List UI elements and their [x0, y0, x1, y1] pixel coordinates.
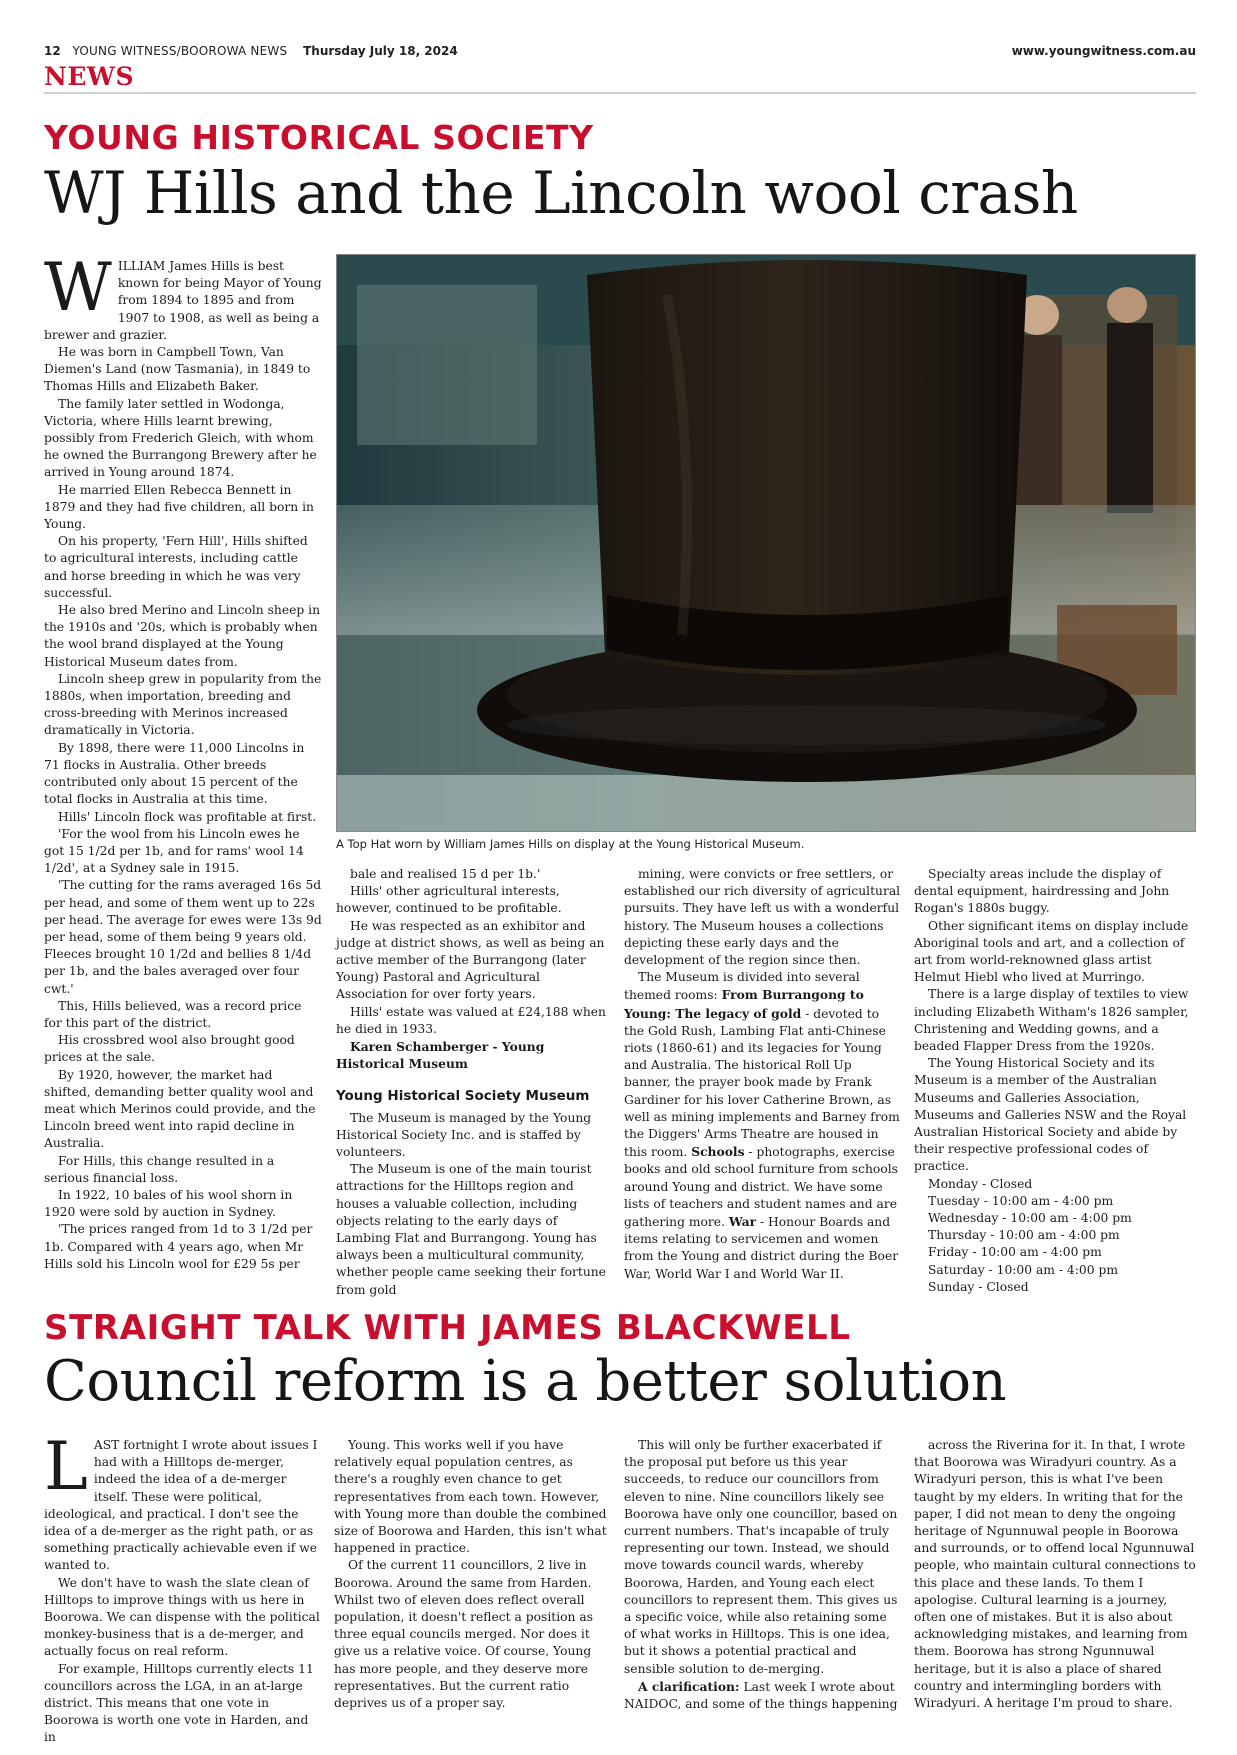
article1-column-3	[624, 866, 902, 1283]
article1-paragraph: He was respected as an exhibitor and judge at district shows, as well as being an active member of the Burrangong (later Young) Pastoral and Agricultural Association for over forty years.	[336, 918, 605, 1002]
article1-paragraph: bale and realised 15 d per 1b.'	[350, 867, 541, 881]
article2-headline: Council reform is a better solution	[44, 1349, 1007, 1414]
article1-paragraph: Hills' Lincoln flock was profitable at first.	[58, 809, 317, 824]
opening-hours-row: Tuesday - 10:00 am - 4:00 pm	[928, 1193, 1114, 1208]
opening-hours-row: Thursday - 10:00 am - 4:00 pm	[928, 1228, 1120, 1243]
room-title-war: War	[728, 1214, 757, 1230]
museum-paragraph: Other significant items on display include Aboriginal tools and art, and a collection of art from world-reknowned glass artist Helmut Hiebl who lived at Murringo.	[914, 918, 1189, 985]
article1-kicker: YOUNG HISTORICAL SOCIETY	[44, 118, 594, 157]
page-number: 12	[44, 44, 61, 58]
article2-column-3	[624, 1437, 902, 1713]
article2-paragraph: We don't have to wash the slate clean of Hilltops to improve things with us here in Boorowa. We can dispense with the political monkey-business that is a de-merger, and actually focus on real reform.	[44, 1575, 320, 1659]
article1-paragraph: By 1898, there were 11,000 Lincolns in 71 flocks in Australia. Other breeds contributed only about 15 percent of the total flocks in Australia at this time.	[44, 740, 305, 807]
article1-column-4	[914, 866, 1196, 1296]
photo-caption: A Top Hat worn by William James Hills on display at the Young Historical Museum.	[336, 837, 805, 851]
top-hat-photo	[336, 254, 1196, 832]
article2-column-1	[44, 1428, 320, 1747]
clarification-paragraph: A clarification: Last week I wrote about NAIDOC, and some of the things happening	[624, 1678, 898, 1712]
article1-paragraph: Hills' other agricultural interests, however, continued to be profitable.	[336, 884, 562, 916]
article1-paragraph: For Hills, this change resulted in a serious financial loss.	[44, 1153, 275, 1185]
article2-lead-paragraph: LAST fortnight I wrote about issues I had with a Hilltops de-merger, indeed the idea of a de-merger itself. These were political, ideological, and practical. I don't see the idea of a de-merger as the right path, or as something practically achievable even if we wanted to.	[44, 1428, 318, 1573]
issue-date: Thursday July 18, 2024	[303, 44, 458, 58]
article1-col3-paragraph: mining, were convicts or free settlers, or established our rich diversity of agricultural pursuits. They have left us with a wonderful history. The Museum houses a collections depicting these early days and the development of the region since then.	[624, 867, 901, 968]
article1-column-2	[336, 866, 612, 1299]
clarification-label: A clarification:	[638, 1678, 740, 1694]
opening-hours-row: Saturday - 10:00 am - 4:00 pm	[928, 1262, 1118, 1277]
opening-hours-row: Friday - 10:00 am - 4:00 pm	[928, 1245, 1102, 1260]
opening-hours-row: Monday - Closed	[928, 1176, 1033, 1191]
publication-name: YOUNG WITNESS/BOOROWA NEWS	[72, 44, 288, 58]
museum-paragraph: There is a large display of textiles to view including Elizabeth Witham's 1826 sampler, Christening and Wedding gowns, and a beaded Flapper Dress from the 1920s.	[914, 987, 1189, 1054]
article1-paragraph: He was born in Campbell Town, Van Diemen's Land (now Tasmania), in 1849 to Thomas Hills and Elizabeth Baker.	[44, 345, 311, 394]
article1-paragraph: 'The prices ranged from 1d to 3 1/2d per 1b. Compared with 4 years ago, when Mr Hills sold his Lincoln wool for £29 5s per	[44, 1222, 313, 1271]
museum-paragraph: The Young Historical Society and its Museum is a member of the Australian Museums and Galleries Association, Museums and Galleries NSW and the Royal Australian Historical Society and abide by their respective professional codes of practice.	[914, 1056, 1187, 1174]
article1-paragraph: This, Hills believed, was a record price for this part of the district.	[44, 998, 302, 1030]
museum-paragraph: Specialty areas include the display of dental equipment, hairdressing and John Rogan's 1880s buggy.	[914, 867, 1170, 916]
article1-paragraph: His crossbred wool also brought good prices at the sale.	[44, 1033, 295, 1065]
opening-hours-row: Wednesday - 10:00 am - 4:00 pm	[928, 1211, 1132, 1226]
article1-paragraph: 'The cutting for the rams averaged 16s 5d per head, and some of them went up to 22s per head. The average for ewes were 13s 9d per head, some of them being 9 years old. Fleeces brought 10 1/2d and bellies 8 1/4d per 1b, and the bales averaged over four cwt.'	[44, 878, 322, 996]
article2-paragraph: across the Riverina for it. In that, I wrote that Boorowa was Wiradyuri country. As a Wiradyuri person, this is what I've been taught by my elders. In writing that for the paper, I did not mean to deny the ongoing heritage of Ngunnuwal people in Boorowa and surrounds, or to offend local Ngunnuwal people, who maintain cultural connections to this place and these lands. To them I apologise. Cultural learning is a journey, often one of mistakes. But it is also about acknowledging mistakes, and learning from them. Boorowa has strong Ngunnuwal heritage, but it is also a place of shared country and intermingling borders with Wiradyuri. A heritage I'm proud to share.	[914, 1438, 1196, 1711]
article2-column-4	[914, 1437, 1196, 1712]
opening-hours	[914, 1176, 1196, 1296]
drop-cap: L	[44, 1428, 88, 1505]
article2-column-2	[334, 1437, 610, 1712]
article2-paragraph: For example, Hilltops currently elects 11 councillors across the LGA, in an at-large district. This means that one vote in Boorowa is worth one vote in Harden, and in	[44, 1661, 314, 1745]
section-label: NEWS	[44, 62, 135, 91]
masthead	[44, 44, 1196, 60]
article1-paragraph: Hills' estate was valued at £24,188 when he died in 1933.	[336, 1004, 606, 1036]
article1-lead-paragraph: WILLIAM James Hills is best known for being Mayor of Young from 1894 to 1895 and from 1907 to 1908, as well as being a brewer and grazier.	[44, 249, 322, 342]
article1-paragraph: By 1920, however, the market had shifted, demanding better quality wool and meat which Merinos could provide, and the Lincoln breed went into rapid decline in Australia.	[44, 1067, 316, 1151]
article2-paragraph: Young. This works well if you have relatively equal population centres, as there's a roughly even chance to get representatives from each town. However, with Young more than double the combined size of Boorowa and Harden, this isn't what happened in practice.	[334, 1438, 607, 1556]
room-title-schools: Schools	[691, 1144, 745, 1160]
section-divider	[44, 92, 1196, 94]
article1-column-1	[44, 249, 322, 1273]
article1-byline: Karen Schamberger - Young Historical Museum	[336, 1039, 545, 1072]
article1-headline: WJ Hills and the Lincoln wool crash	[44, 159, 1078, 227]
opening-hours-row: Sunday - Closed	[928, 1279, 1029, 1294]
article1-paragraph: Lincoln sheep grew in popularity from the 1880s, when importation, breeding and cross-breeding with Merinos increased dramatically in Victoria.	[44, 671, 322, 738]
museum-paragraph: The Museum is one of the main tourist attractions for the Hilltops region and houses a valuable collection, including objects relating to the early days of Lambing Flat and Burrangong. Young has always been a multicultural community, whether people came seeking their fortune from gold	[336, 1162, 606, 1297]
website-link[interactable]: www.youngwitness.com.au	[1011, 44, 1196, 58]
article1-paragraph: 'For the wool from his Lincoln ewes he got 15 1/2d per 1b, and for rams' wool 14 1/2d', at a Sydney sale in 1915.	[44, 826, 304, 876]
article2-kicker: STRAIGHT TALK WITH JAMES BLACKWELL	[44, 1308, 851, 1348]
museum-paragraph: The Museum is managed by the Young Historical Society Inc. and is staffed by volunteers.	[336, 1110, 592, 1160]
article1-paragraph: On his property, 'Fern Hill', Hills shifted to agricultural interests, including cattle and horse breeding in which he was very successful.	[44, 534, 308, 600]
article1-paragraph: The family later settled in Wodonga, Victoria, where Hills learnt brewing, possibly from Frederich Gleich, with whom he owned the Burrangong Brewery after he arrived in Young around 1874.	[44, 396, 317, 480]
article1-paragraph: He also bred Merino and Lincoln sheep in the 1910s and '20s, which is probably when the wool brand displayed at the Young Historical Museum dates from.	[44, 603, 321, 669]
museum-rooms-paragraph: The Museum is divided into several themed rooms: From Burrangong to Young: The legacy of gold - devoted to the Gold Rush, Lambing Flat anti-Chinese riots (1860-61) and its legacies for Young and Australia. The historical Roll Up banner, the prayer book made by Frank Gardiner for his lover Catherine Brown, as well as mining implements and Barney from the Diggers' Arms Theatre are housed in this room. Schools - photographs, exercise books and old school furniture from schools around Young and district. We have some lists of teachers and student names and are gathering more. War - Honour Boards and items relating to servicemen and women from the Young and district during the Boer War, World War I and World War II.	[624, 970, 900, 1281]
article1-paragraph: He married Ellen Rebecca Bennett in 1879 and they had five children, all born in Young.	[44, 482, 314, 532]
drop-cap: W	[44, 249, 112, 326]
article1-paragraph: In 1922, 10 bales of his wool shorn in 1920 were sold by auction in Sydney.	[44, 1187, 293, 1220]
article2-col3-paragraph: This will only be further exacerbated if the proposal put before us this year succeeds, to reduce our councillors from eleven to nine. Nine councillors likely see Boorowa have only one councillor, based on current numbers. That's incapable of truly representing our town. Instead, we should move towards council wards, whereby Boorowa, Harden, and Young each elect councillors to represent them. This gives us a specific voice, while also retaining some of what works in Hilltops. This is one idea, but it shows a potential practical and sensible solution to de-merging.	[624, 1438, 898, 1676]
room-title-burrangong: From Burrangong to Young: The legacy of gold	[624, 987, 864, 1021]
museum-subheading: Young Historical Society Museum	[336, 1088, 590, 1105]
article2-paragraph: Of the current 11 councillors, 2 live in Boorowa. Around the same from Harden. Whilst two of eleven does reflect overall population, it doesn't reflect a position as three equal councils merged. Nor does it give us a relative voice. Of course, Young has more people, and they deserve more representatives. But the current ratio deprives us of a proper say.	[334, 1558, 594, 1711]
